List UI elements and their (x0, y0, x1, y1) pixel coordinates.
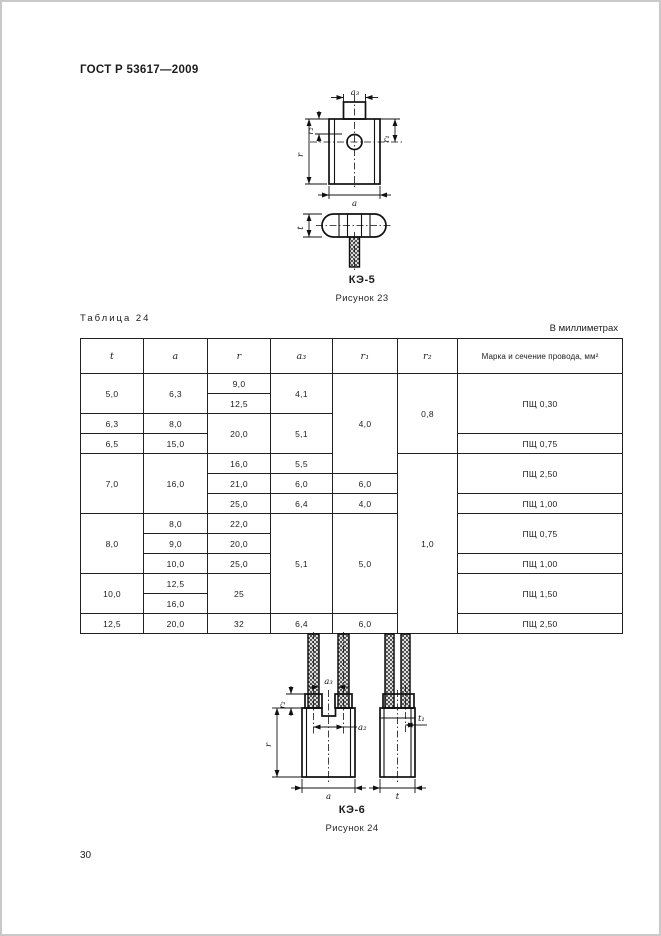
dim-label-t1: t₁ (418, 714, 425, 724)
figure-23-design-label: КЭ-5 (348, 274, 376, 286)
figure-24-caption: Рисунок 24 (325, 823, 379, 834)
table-cell: 25,0 (208, 494, 271, 514)
table-cell: ПЩ 2,50 (458, 614, 623, 634)
table-24-wrapper (80, 338, 623, 634)
figure-24 (257, 630, 447, 834)
table-cell: 7,0 (81, 454, 144, 514)
col-header-r2: r₂ (398, 339, 458, 374)
table-units-note: В миллиметрах (549, 323, 618, 334)
table-cell: 6,0 (333, 474, 398, 494)
brush-cable (401, 634, 410, 708)
table-cell: 8,0 (144, 414, 208, 434)
col-header-r1: r₁ (333, 339, 398, 374)
dim-label-a3: a₃ (324, 677, 333, 687)
dimension-r2 (305, 111, 342, 142)
dimension-r2 (278, 686, 305, 716)
table-cell: 20,0 (144, 614, 208, 634)
dim-label-r2: r₂ (278, 701, 288, 709)
dim-label-r: r (264, 742, 274, 748)
figure-24-design-label: КЭ-6 (338, 804, 366, 816)
dimension-a (318, 186, 391, 209)
table-cell: 8,0 (144, 514, 208, 534)
table-row (81, 514, 623, 534)
table-cell: 6,4 (271, 494, 333, 514)
table-cell: ПЩ 2,50 (458, 454, 623, 494)
table-cell: 0,8 (398, 374, 458, 454)
table-cell: ПЩ 1,00 (458, 494, 623, 514)
brush-top-view (316, 214, 392, 271)
dimension-r (264, 708, 302, 777)
table-24 (80, 338, 623, 634)
table-cell: 4,0 (333, 374, 398, 474)
col-header-a: a (144, 339, 208, 374)
table-cell: 6,3 (81, 414, 144, 434)
table-cell: ПЩ 0,75 (458, 434, 623, 454)
table-cell: 16,0 (208, 454, 271, 474)
standard-number-header: ГОСТ Р 53617—2009 (80, 64, 199, 76)
table-cell: 5,5 (271, 454, 333, 474)
table-cell: ПЩ 1,50 (458, 574, 623, 614)
table-cell: ПЩ 0,75 (458, 514, 623, 554)
dim-label-t: t (296, 226, 306, 230)
dimension-a (291, 779, 366, 802)
table-cell: 6,0 (271, 474, 333, 494)
table-cell: 10,0 (144, 554, 208, 574)
table-cell: 9,0 (208, 374, 271, 394)
table-row (81, 374, 623, 394)
table-cell: 25 (208, 574, 271, 614)
dim-label-t: t (395, 792, 400, 802)
dim-label-a2: a₂ (358, 723, 367, 733)
table-cell: 5,0 (81, 374, 144, 414)
col-header-t: t (81, 339, 144, 374)
table-cell: 25,0 (208, 554, 271, 574)
table-cell: 6,0 (333, 614, 398, 634)
col-header-wire: Марка и сечение провода, мм² (458, 339, 623, 374)
table-cell: 12,5 (144, 574, 208, 594)
dimension-t (369, 779, 426, 802)
table-cell: 20,0 (208, 534, 271, 554)
table-cell: ПЩ 0,30 (458, 374, 623, 434)
table-cell: 4,1 (271, 374, 333, 414)
table-cell: 5,1 (271, 414, 333, 454)
col-header-r: r (208, 339, 271, 374)
table-cell: 20,0 (208, 414, 271, 454)
table-cell: 15,0 (144, 434, 208, 454)
col-header-a3: a₃ (271, 339, 333, 374)
figure-23 (282, 87, 442, 304)
table-cell: 5,0 (333, 514, 398, 614)
dim-label-a3: a₃ (350, 88, 360, 98)
table-cell: 21,0 (208, 474, 271, 494)
dimension-r1 (380, 119, 400, 143)
table-cell: 12,5 (81, 614, 144, 634)
page-number: 30 (80, 850, 92, 861)
table-cell: 4,0 (333, 494, 398, 514)
table-cell: 10,0 (81, 574, 144, 614)
table-cell: 6,3 (144, 374, 208, 414)
figure-23-drawing (282, 87, 442, 272)
table-cell: 16,0 (144, 594, 208, 614)
table-cell: 9,0 (144, 534, 208, 554)
table-cell: 12,5 (208, 394, 271, 414)
table-cell: 6,4 (271, 614, 333, 634)
figure-24-drawing (257, 630, 447, 802)
table-cell: 16,0 (144, 454, 208, 514)
table-header-row (81, 339, 623, 374)
table-cell: 22,0 (208, 514, 271, 534)
table-cell: 1,0 (398, 454, 458, 634)
dimension-t1 (406, 714, 428, 725)
table-title: Таблица 24 (80, 313, 151, 324)
dim-label-a: a (351, 199, 358, 209)
figure-23-caption: Рисунок 23 (335, 293, 389, 304)
table-cell: 8,0 (81, 514, 144, 574)
twin-brush-front-view (302, 632, 355, 782)
table-cell: 5,1 (271, 514, 333, 614)
table-cell: ПЩ 1,00 (458, 554, 623, 574)
twin-brush-side-view (380, 634, 415, 782)
table-cell: 32 (208, 614, 271, 634)
dim-label-r: r (296, 152, 306, 158)
dim-label-r1: r₁ (382, 135, 392, 143)
brush-cable (385, 634, 394, 708)
dim-label-r2: r₂ (306, 127, 316, 135)
dim-label-a: a (325, 792, 332, 802)
dimension-a2 (314, 723, 368, 733)
table-cell: 6,5 (81, 434, 144, 454)
